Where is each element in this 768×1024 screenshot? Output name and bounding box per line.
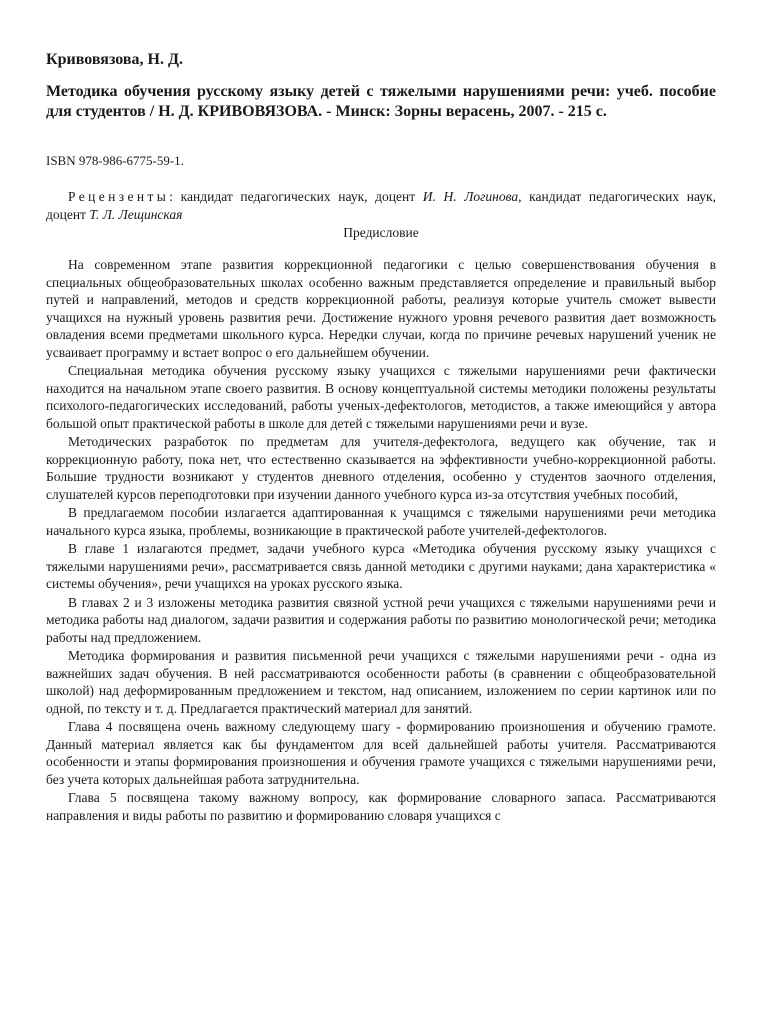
paragraph-4: В предлагаемом пособии излагается адаптированная к учащимся с тяжелыми нарушениями речи методика начального курса языка, проблемы, возникающие в практической работе учителей-дефектологов. bbox=[46, 505, 716, 538]
reviewers-text-1: : кандидат педагогических наук, доцент bbox=[169, 189, 423, 204]
paragraph-2: Специальная методика обучения русскому языку учащихся с тяжелыми нарушениями речи фактически находится на начальном этапе своего развития. В основу концептуальной системы методики положены результаты психолого-педагогических исследований, работы ученых-дефектологов, методистов, а также имеющийся у автора большой опыт практической работы в школе для детей с тяжелыми нарушениями речи и вузе. bbox=[46, 363, 716, 431]
reviewers-text-2: кандидат педагогических наук, доцент bbox=[46, 189, 716, 222]
paragraph-6: В главах 2 и 3 изложены методика развития связной устной речи учащихся с тяжелыми нарушениями речи и методика работы над диалогом, задачи развития и содержания работы по развитию монологической речи; методика работы над предложением. bbox=[46, 594, 716, 645]
paragraph-5: В главе 1 излагаются предмет, задачи учебного курса «Методика обучения русскому языку учащихся с тяжелыми нарушениями речи», рассматривается связь данной методики с другими науками; дана характеристика « системы обучения», речи учащихся на уроках русского языка. bbox=[46, 541, 716, 591]
paragraph-7: Методика формирования и развития письменной речи учащихся с тяжелыми нарушениями речи - одна из важнейших задач обучения. В ней рассматриваются особенности работы (в сравнении с общеобразовательной школой) над деформированным предложением и текстом, над описанием, изложением по серии картинок или по одной, по тексту и т. д. Предлагается практический материал для занятий. bbox=[46, 648, 716, 716]
preface-heading: Предисловие bbox=[343, 225, 419, 240]
isbn: ISBN 978-986-6775-59-1. bbox=[46, 153, 184, 168]
paragraph-9: Глава 5 посвящена такому важному вопросу, как формирование словарного запаса. Рассматриваются направления и виды работы по развитию и формированию словаря учащихся с bbox=[46, 790, 716, 823]
paragraph-8: Глава 4 посвящена очень важному следующему шагу - формированию произношения и обучению грамоте. Данный материал является как бы фундаментом для всей дальнейшей работы учителя. Рассматриваются особенности и этапы формирования произношения и обучения грамоте учащихся с тяжелыми нарушениями речи, без учета которых дальнейшая работа затруднительна. bbox=[46, 719, 716, 787]
paragraph-3: Методических разработок по предметам для учителя-дефектолога, ведущего как обучение, так и коррекционную работу, пока нет, что естественно сказывается на эффективности учебно-коррекционной работы. Большие трудности возникают у студентов дневного отделения, особенно у студентов заочного отделения, слушателей курсов переподготовки при изучении данного учебного курса из-за отсутствия учебных пособий, bbox=[46, 434, 716, 502]
preface-body bbox=[46, 256, 716, 824]
book-title: Методика обучения русскому языку детей с тяжелыми нарушениями речи: учеб. пособие для студентов / Н. Д. КРИВОВЯЗОВА. - Минск: Зорны верасень, 2007. - 215 с. bbox=[46, 83, 716, 120]
reviewers-line bbox=[46, 188, 716, 224]
reviewers-label: Рецензенты bbox=[68, 189, 170, 204]
reviewer-1-name: И. Н. Логинова, bbox=[422, 189, 522, 204]
reviewer-2-name: Т. Л. Лещинская bbox=[89, 207, 183, 222]
author-line: Кривовязова, Н. Д. bbox=[46, 51, 183, 68]
paragraph-1: На современном этапе развития коррекционной педагогики с целью совершенствования обучения в специальных общеобразовательных школах особенно важным представляется определение и правильный выбор путей и направлений, методов и средств коррекционной работы, реализуя которые учитель сможет вывести учащихся на нужный уровень развития речи. Достижение нужного уровня речевого развития дает возможность овладения всеми предметами школьного курса. Нередки случаи, когда по причине речевых нарушений ученик не усваивает программу и встает вопрос о его дальнейшем обучении. bbox=[46, 257, 716, 360]
